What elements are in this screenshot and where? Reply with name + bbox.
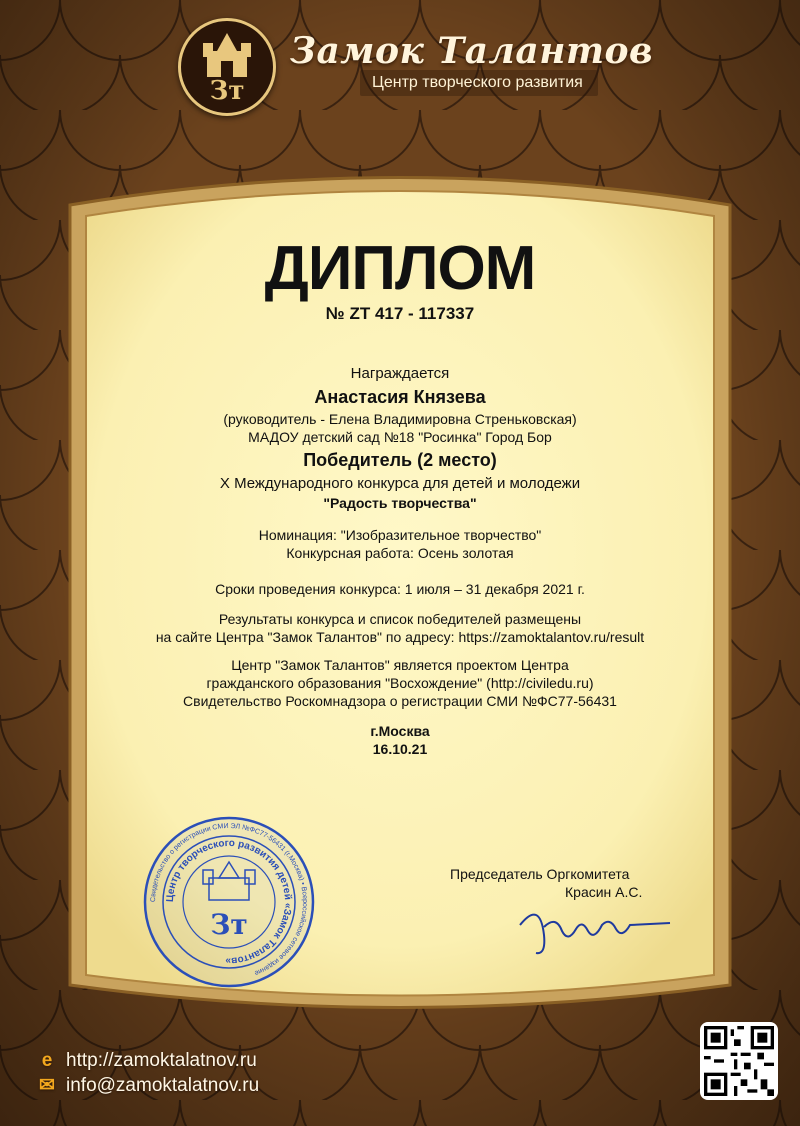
svg-text:Красин: Красин (510, 895, 514, 896)
qr-code-icon (704, 1026, 774, 1096)
handwritten-signature (510, 895, 680, 965)
recipient-name: Анастасия Князева (314, 387, 486, 407)
awarded-label: Награждается (350, 365, 450, 382)
footer-email[interactable] (38, 1074, 259, 1097)
brand-name: Замок Талантов (290, 30, 654, 72)
contest-line: X Международного конкурса для детей и молодежи (219, 475, 581, 492)
diploma-content (90, 228, 710, 758)
project-line-1: Центр "Замок Талантов" является проектом Центра (231, 657, 569, 673)
nomination-line: Номинация: "Изобразительное творчество" (258, 527, 542, 543)
stamp-outer-text: Свидетельство о регистрации СМИ ЭЛ №ФС77-56431 (г.Москва) • Всероссийское сетевое издание (149, 822, 309, 977)
diploma-title: ДИПЛОМ (264, 234, 536, 303)
brand-tagline: Центр творческого развития (372, 74, 583, 91)
signature-title: Председатель Оргкомитета (450, 866, 630, 882)
official-stamp (143, 816, 315, 988)
signature-name: Красин А.С. (565, 884, 643, 900)
website-text: http://zamoktalatnov.ru (66, 1050, 257, 1071)
project-line-2: гражданского образования "Восхождение" (http://civiledu.ru) (206, 675, 594, 691)
envelope-icon: ✉ (39, 1075, 55, 1096)
contest-name: "Радость творчества" (323, 495, 477, 511)
stamp-inner-text: Центр творческого развития детей «Замок Талантов» (164, 837, 294, 967)
email-text: info@zamoktalatnov.ru (66, 1075, 260, 1096)
dates-line: Сроки проведения конкурса: 1 июля – 31 декабря 2021 г. (215, 581, 585, 597)
project-line-3: Свидетельство Роскомнадзора о регистрации СМИ №ФС77-56431 (183, 693, 617, 709)
stamp-center-text: Зт (210, 908, 248, 941)
results-line-1: Результаты конкурса и список победителей размещены (218, 611, 582, 627)
footer-website[interactable] (38, 1050, 257, 1072)
e-browser-icon: e (41, 1050, 53, 1071)
results-line-2: на сайте Центра "Замок Талантов" по адресу: https://zamoktalantov.ru/result (155, 629, 645, 645)
qr-code (700, 1022, 778, 1100)
city-line: г.Москва (370, 723, 430, 739)
supervisor-line: (руководитель - Елена Владимировна Стреньковская) (223, 411, 577, 427)
work-line: Конкурсная работа: Осень золотая (286, 545, 514, 561)
place-line: Победитель (2 место) (303, 450, 497, 470)
svg-text:Зт: Зт (209, 76, 245, 106)
institution-line: МАДОУ детский сад №18 "Росинка" Город Бор (248, 429, 552, 445)
diploma-number: № ZT 417 - 117337 (325, 304, 475, 323)
date-line: 16.10.21 (372, 741, 428, 757)
